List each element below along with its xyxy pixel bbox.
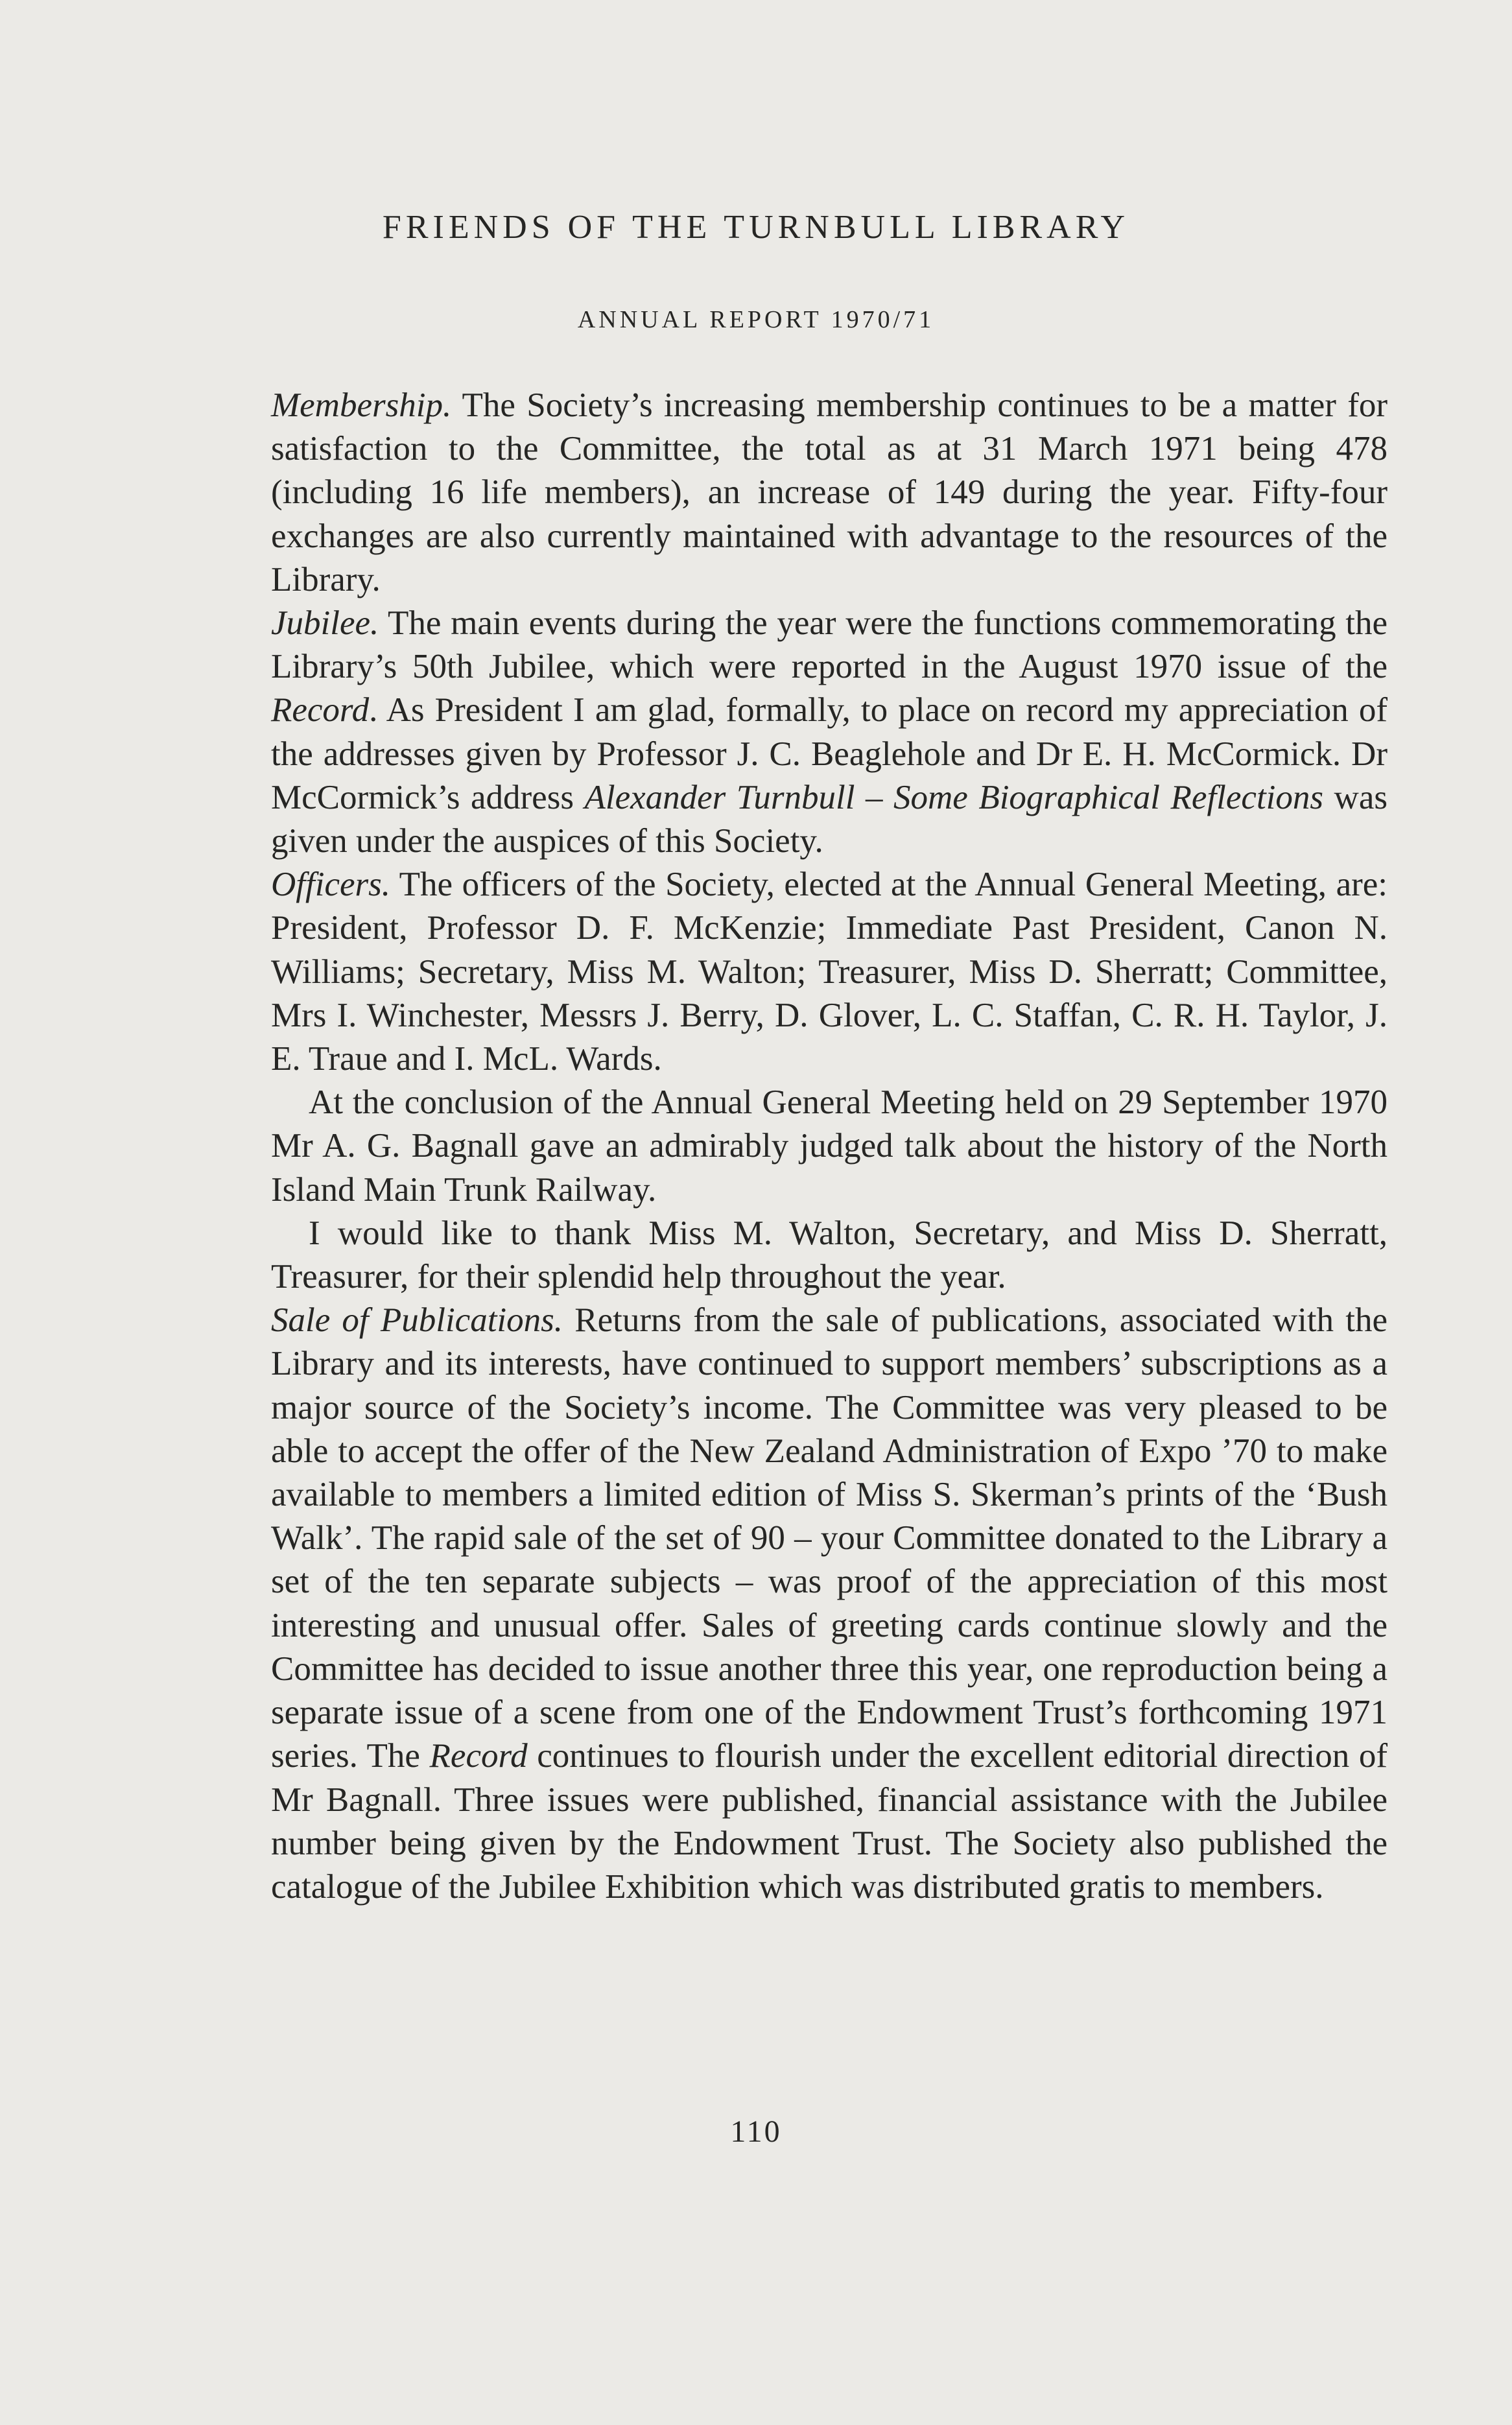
- page-subtitle: ANNUAL REPORT 1970/71: [577, 306, 935, 333]
- officers-text: The officers of the Society, elected at the Annual General Meeting, are: President, Professor D. F. McKenzie; Immediate Past President, Canon N. Williams; Secretary, Miss M. Walton; Treasurer, Miss D. Sherratt; Committee, Mrs I. Winchester, Messrs J. Berry, D. Glover, L. C. Staffan, C. R. H. Taylor, J. E. Traue and I. McL. Wards.: [271, 866, 1388, 1078]
- report-body: [271, 384, 1388, 1909]
- jubilee-text-3: was given under the auspices of this Society.: [271, 778, 1388, 860]
- jubilee-address-title: Alexander Turnbull – Some Biographical Reflections: [584, 778, 1324, 816]
- jubilee-heading: Jubilee.: [271, 604, 379, 643]
- officers-heading: Officers.: [271, 866, 390, 904]
- membership-text: The Society’s increasing membership continues to be a matter for satisfaction to the Committee, the total as at 31 March 1971 being 478 (including 16 life members), an increase of 149 during the year. Fifty-four exchanges are also currently maintained with advantage to the resources of the Library.: [271, 386, 1388, 598]
- thanks-text: I would like to thank Miss M. Walton, Secretary, and Miss D. Sherratt, Treasurer, for their splendid help throughout the year.: [271, 1214, 1388, 1296]
- officers-paragraph: [271, 863, 1388, 1081]
- page-title: FRIENDS OF THE TURNBULL LIBRARY: [382, 209, 1130, 246]
- thanks-paragraph: [271, 1212, 1388, 1299]
- page-number: 110: [730, 2114, 782, 2149]
- jubilee-text-2: . As President I am glad, formally, to place on record my appreciation of the addresses given by Professor J. C. Beaglehole and Dr E. H. McCormick. Dr McCormick’s address: [271, 691, 1388, 816]
- jubilee-paragraph: [271, 602, 1388, 863]
- publications-record-title: Record: [429, 1737, 528, 1775]
- membership-paragraph: [271, 384, 1388, 602]
- agm-talk-paragraph: [271, 1081, 1388, 1212]
- membership-heading: Membership.: [271, 386, 452, 424]
- jubilee-text-1: The main events during the year were the functions commemorating the Library’s 50th Jubilee, which were reported in the August 1970 issue of the: [271, 604, 1388, 686]
- publications-heading: Sale of Publications.: [271, 1301, 563, 1340]
- publications-text-2: continues to flourish under the excellent editorial direction of Mr Bagnall. Three issues were published, financial assistance with the Jubilee number being given by the Endowment Trust. The Society also published the catalogue of the Jubilee Exhibition which was distributed gratis to members.: [271, 1737, 1388, 1906]
- publications-paragraph: [271, 1299, 1388, 1909]
- publications-text-1: Returns from the sale of publications, associated with the Library and its interests, have continued to support members’ subscriptions as a major source of the Society’s income. The Committee was very pleased to be able to accept the offer of the New Zealand Administration of Expo ’70 to make available to members a limited edition of Miss S. Skerman’s prints of the ‘Bush Walk’. The rapid sale of the set of 90 – your Committee donated to the Library a set of the ten separate subjects – was proof of the appreciation of this most interesting and unusual offer. Sales of greeting cards continue slowly and the Committee has decided to issue another three this year, one reproduction being a separate issue of a scene from one of the Endowment Trust’s forthcoming 1971 series. The: [271, 1301, 1388, 1775]
- jubilee-record-title: Record: [271, 691, 370, 729]
- agm-talk-text: At the conclusion of the Annual General Meeting held on 29 September 1970 Mr A. G. Bagnall gave an admirably judged talk about the history of the North Island Main Trunk Railway.: [271, 1083, 1388, 1209]
